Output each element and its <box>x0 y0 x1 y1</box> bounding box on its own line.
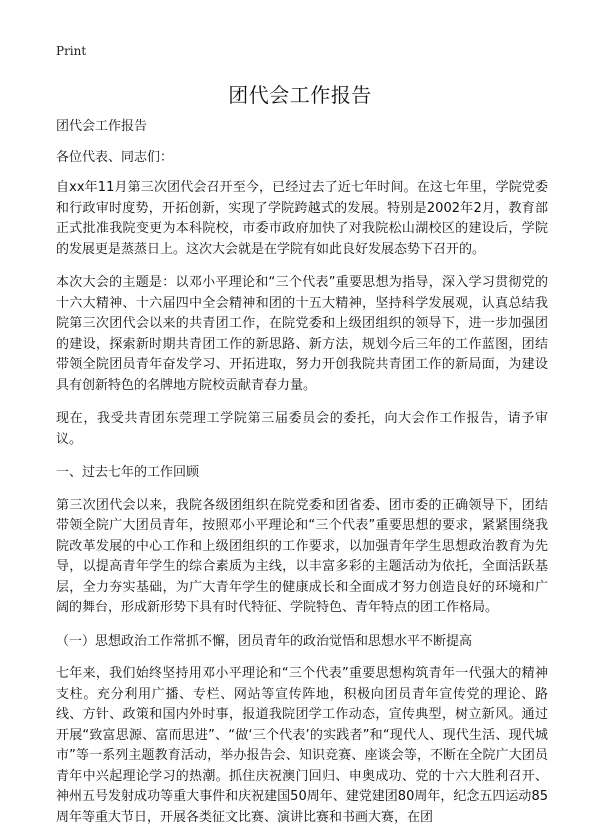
paragraph-review: 第三次团代会以来，我院各级团组织在院党委和团省委、团市委的正确领导下，团结带领全院广大团员青年，按照邓小平理论和“三个代表”重要思想的要求，紧紧围绕我院改革发展的中心工作和上级团组织的工作要求，以加强青年学生思想政治教育为先导，以提高青年学生的综合素质为主线，以丰富多彩的主题活动为依托，全面活跃基层，全力夯实基础，为广大青年学生的健康成长和全面成才努力创造良好的环境和广阔的舞台，形成新形势下具有时代特征、学院特色、青年特点的团工作格局。 <box>56 497 548 615</box>
report-subtitle: 团代会工作报告 <box>56 119 148 134</box>
paragraph-intro: 自xx年11月第三次团代会召开至今，已经过去了近七年时间。在这七年里，学院党委和行政审时度势，开拓创新，实现了学院跨越式的发展。特别是2002年2月，教育部正式批准我院变更为本科院校，市委市政府加快了对我院松山湖校区的建设后，学院的发展更是蒸蒸日上。这次大会就是在学院有如此良好发展态势下召开的。 <box>56 180 548 257</box>
document-body <box>56 117 548 838</box>
paragraph-theme: 本次大会的主题是：以邓小平理论和“三个代表”重要思想为指导，深入学习贯彻党的十六大精神、十六届四中全会精神和团的十五大精神，坚持科学发展观，认真总结我院第三次团代会以来的共青团工作，在院党委和上级团组织的领导下，进一步加强团的建设，探索新时期共青团工作的新思路、新方法，规划今后三年的工作蓝图，团结带领全院团员青年奋发学习、开拓进取，努力开创我院共青团工作的新局面，为建设具有创新特色的名牌地方院校贡献青春力量。 <box>56 275 548 393</box>
section-heading-review: 一、过去七年的工作回顾 <box>56 465 200 480</box>
paragraph-commission: 现在，我受共青团东莞理工学院第三届委员会的委托，向大会作工作报告，请予审议。 <box>56 411 548 447</box>
print-link[interactable]: Print <box>56 44 87 58</box>
document-title: 团代会工作报告 <box>228 83 372 107</box>
paragraph-ideology: 七年来，我们始终坚持用邓小平理论和“三个代表”重要思想构筑青年一代强大的精神支柱。充分利用广播、专栏、网站等宣传阵地，积极向团员青年宣传党的理论、路线、方针、政策和国内外时事，报道我院团学工作动态，宣传典型，树立新风。通过开展“致富思源、富而思进”、“做‘三个代表’的实践者”和“现代人、现代生活、现代城市”等一系列主题教育活动，举办报告会、知识竞赛、座谈会等，不断在全院广大团员青年中兴起理论学习的热潮。抓住庆祝澳门回归、申奥成功、党的十六大胜利召开、神州五号发射成功等重大事件和庆祝建国50周年、建党建团80周年，纪念五四运动85周年等重大节日，开展各类征文比赛、演讲比赛和书画大赛，在团 <box>56 666 548 825</box>
salutation: 各位代表、同志们： <box>56 149 174 165</box>
subsection-heading-ideology: （一）思想政治工作常抓不懈，团员青年的政治觉悟和思想水平不断提高 <box>56 633 473 649</box>
